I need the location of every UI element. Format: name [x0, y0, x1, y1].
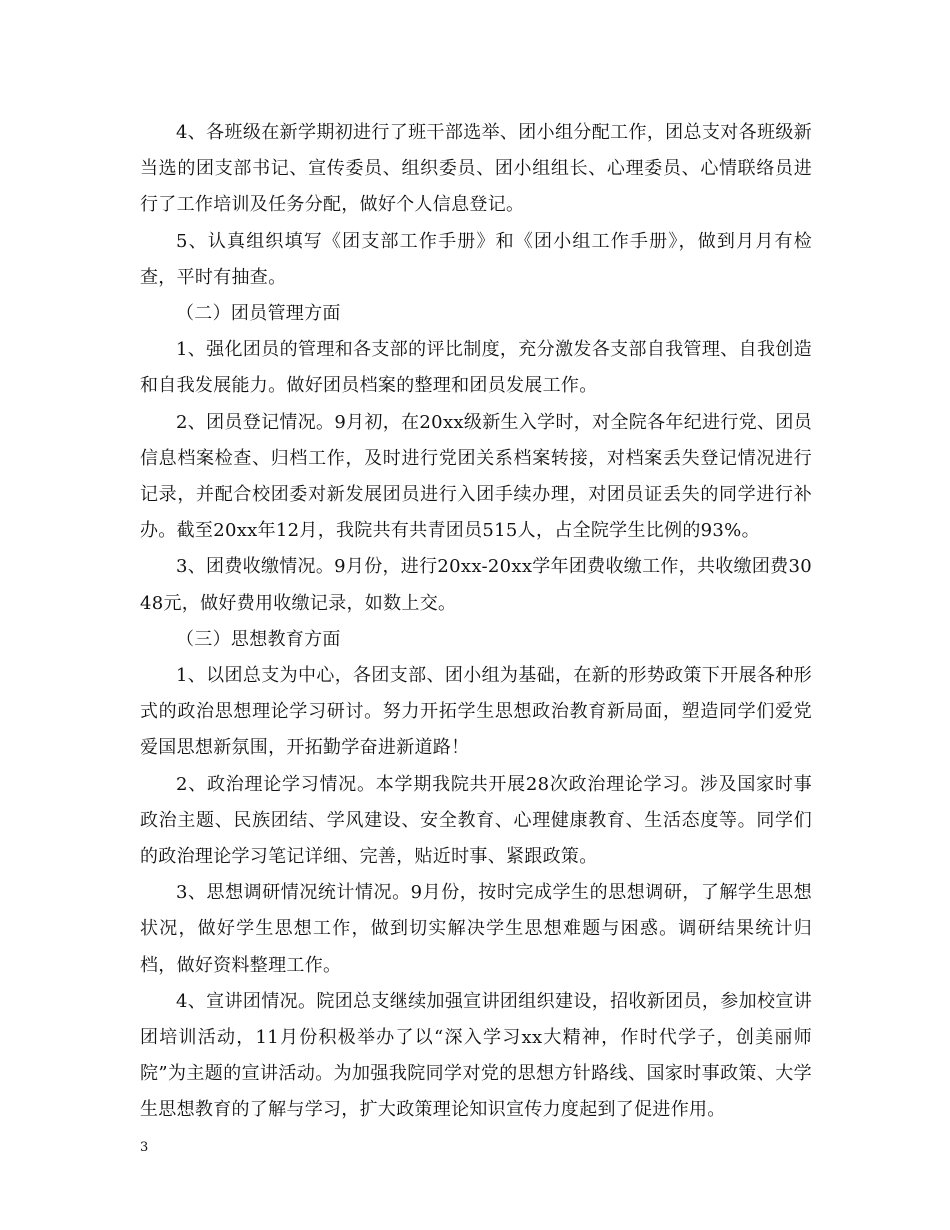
page-number: 3 [140, 1140, 149, 1155]
document-body [140, 115, 812, 1129]
paragraph-theory-study-seminars: 1、以团总支为中心，各团支部、团小组为基础，在新的形势政策下开展各种形式的政治思想理论学习研讨。努力开拓学生思想政治教育新局面，塑造同学们爱党爱国思想新氛围，开拓勤学奋进新道路！ [140, 665, 812, 759]
paragraph-dues-collection: 3、团费收缴情况。9月份，进行20xx-20xx学年团费收缴工作，共收缴团费3048元，做好费用收缴记录，如数上交。 [140, 556, 812, 614]
paragraph-class-election: 4、各班级在新学期初进行了班干部选举、团小组分配工作，团总支对各班级新当选的团支部书记、宣传委员、组织委员、团小组组长、心理委员、心情联络员进行了工作培训及任务分配，做好个人信息登记。 [140, 122, 812, 216]
paragraph-political-study: 2、政治理论学习情况。本学期我院共开展28次政治理论学习。涉及国家时事政治主题、民族团结、学风建设、安全教育、心理健康教育、生活态度等。同学们的政治理论学习笔记详细、完善，贴近时事、紧跟政策。 [140, 773, 812, 868]
paragraph-member-registration: 2、团员登记情况。9月初，在20xx级新生入学时，对全院各年纪进行党、团员信息档案检查、归档工作，及时进行党团关系档案转接，对档案丢失登记情况进行记录，并配合校团委对新发展团员进行入团手续办理，对团员证丢失的同学进行补办。截至20xx年12月，我院共有共青团员515人，占全院学生比例的93%。 [140, 411, 812, 542]
section-heading-member-management: （二）团员管理方面 [176, 303, 341, 325]
paragraph-work-manuals: 5、认真组织填写《团支部工作手册》和《团小组工作手册》，做到月月有检查，平时有抽查。 [140, 230, 812, 288]
paragraph-ideological-survey: 3、思想调研情况统计情况。9月份，按时完成学生的思想调研，了解学生思想状况，做好学生思想工作，做到切实解决学生思想难题与困惑。调研结果统计归档，做好资料整理工作。 [140, 882, 812, 976]
paragraph-evaluation-system: 1、强化团员的管理和各支部的评比制度，充分激发各支部自我管理、自我创造和自我发展能力。做好团员档案的整理和团员发展工作。 [140, 339, 812, 397]
paragraph-lecture-group: 4、宣讲团情况。院团总支继续加强宣讲团组织建设，招收新团员，参加校宣讲团培训活动，11月份积极举办了以“深入学习xx大精神，作时代学子，创美丽师院”为主题的宣讲活动。为加强我院同学对党的思想方针路线、国家时事政策、大学生思想教育的了解与学习，扩大政策理论知识宣传力度起到了促进作用。 [140, 990, 812, 1121]
section-heading-ideological-education: （三）思想教育方面 [176, 628, 341, 650]
